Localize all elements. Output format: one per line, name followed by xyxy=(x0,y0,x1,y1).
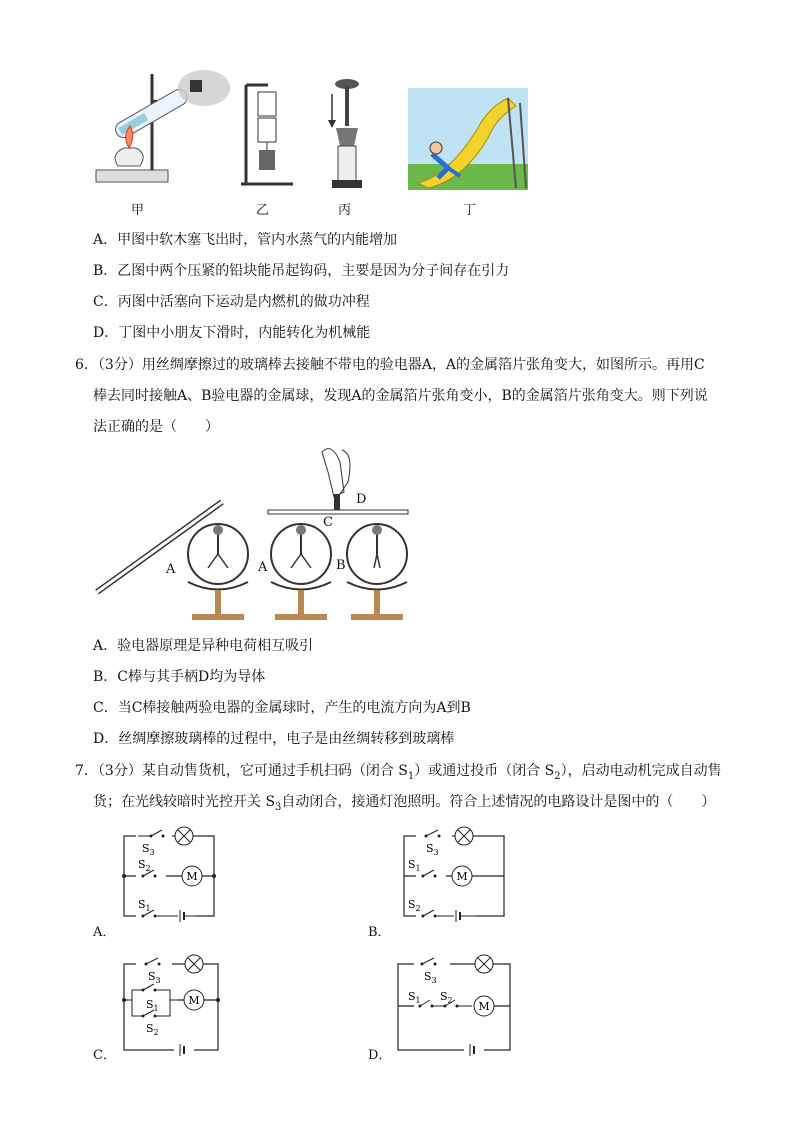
q5-option-c: C．丙图中活塞向下运动是内燃机的做功冲程 xyxy=(93,294,370,310)
switch-label-s2: $S_2$ xyxy=(138,858,151,873)
circuit-label-b: B． xyxy=(368,925,391,940)
circuit-diagram-c xyxy=(118,950,222,1056)
q6-label-a-left: A xyxy=(166,562,176,577)
switch-label-s2: $S_2$ xyxy=(408,898,421,913)
switch-label-s2: $S_2$ xyxy=(440,990,453,1005)
q7-stem-line-1-part-2: ）或通过投币（闭合 S xyxy=(414,763,555,779)
switch-label-s3: $S_3$ xyxy=(142,842,155,857)
q6-label-a-middle: A xyxy=(258,560,268,575)
switch-label-s3: $S_3$ xyxy=(424,970,437,985)
motor-label: M xyxy=(456,870,468,883)
figure-ding-child-on-slide xyxy=(408,88,528,190)
q7-stem-line-2-part-1: 货；在光线较暗时光控开关 S xyxy=(93,794,276,810)
circuit-label-d: D． xyxy=(368,1048,392,1063)
switch-label-s1: $S_1$ xyxy=(146,998,159,1013)
q6-stem-line-3: 法正确的是（ ） xyxy=(93,419,219,435)
q5-option-d: D．丁图中小朋友下滑时，内能转化为机械能 xyxy=(93,325,371,341)
q7-sub-s3: 3 xyxy=(275,801,282,813)
q7-stem-line-1-part-1: 7．（3分）某自动售货机，它可通过手机扫码（闭合 S xyxy=(75,763,408,779)
q6-option-d: D．丝绸摩擦玻璃棒的过程中，电子是由丝绸转移到玻璃棒 xyxy=(93,731,455,747)
switch-label-s1: $S_1$ xyxy=(138,898,151,913)
circuit-diagram-b xyxy=(398,822,508,920)
q6-label-c: C xyxy=(323,515,333,530)
figure-jia-steam-experiment xyxy=(92,66,232,191)
q6-label-b: B xyxy=(336,558,346,573)
motor-label: M xyxy=(186,870,198,883)
figure-caption-jia: 甲 xyxy=(131,203,145,218)
switch-label-s1: $S_1$ xyxy=(408,990,421,1005)
q6-stem-line-2: 棒去同时接触A、B验电器的金属球，发现A的金属箔片张角变小，B的金属箔片张角变大。则下列说 xyxy=(93,388,708,404)
figure-yi-lead-blocks xyxy=(238,80,298,190)
q6-option-a: A．验电器原理是异种电荷相互吸引 xyxy=(93,638,314,654)
electroscope-a-middle xyxy=(271,524,331,620)
q5-option-b: B．乙图中两个压紧的铅块能吊起钩码，主要是因为分子间存在引力 xyxy=(93,263,510,279)
q5-option-a: A．甲图中软木塞飞出时，管内水蒸气的内能增加 xyxy=(93,232,398,248)
switch-label-s3: $S_3$ xyxy=(148,970,161,985)
q6-electroscope-figure xyxy=(92,442,422,627)
electroscope-a-left xyxy=(188,524,248,620)
q7-sub-s2: 2 xyxy=(554,770,561,782)
switch-label-s2: $S_2$ xyxy=(146,1022,159,1037)
q6-option-c: C．当C棒接触两验电器的金属球时，产生的电流方向为A到B xyxy=(93,700,471,716)
circuit-label-a: A． xyxy=(93,925,116,940)
figure-bing-piston-cylinder xyxy=(322,76,372,194)
figure-caption-bing: 丙 xyxy=(338,203,352,218)
circuit-diagram-d xyxy=(392,950,516,1056)
electroscope-b xyxy=(347,524,407,620)
circuit-diagram-a xyxy=(118,822,218,920)
motor-label: M xyxy=(188,994,200,1007)
switch-label-s1: $S_1$ xyxy=(408,858,421,873)
motor-label: M xyxy=(478,1000,490,1013)
circuit-label-c: C． xyxy=(93,1048,116,1063)
q6-label-d: D xyxy=(356,492,367,507)
q7-sub-s1: 1 xyxy=(407,770,415,782)
q7-stem-line-2 xyxy=(93,792,715,818)
figure-caption-ding: 丁 xyxy=(463,203,477,218)
q6-stem-line-1: 6．（3分）用丝绸摩擦过的玻璃棒去接触不带电的验电器A，A的金属箔片张角变大，如图所示。再用C xyxy=(75,357,705,373)
q6-option-b: B．C棒与其手柄D均为导体 xyxy=(93,669,266,685)
switch-label-s3: $S_3$ xyxy=(426,842,439,857)
q7-stem-line-2-part-2: 自动闭合，接通灯泡照明。符合上述情况的电路设计是图中的（ ） xyxy=(281,794,716,810)
q7-stem-line-1 xyxy=(75,761,722,787)
figure-caption-yi: 乙 xyxy=(256,203,270,218)
q7-stem-line-1-part-3: ），启动电动机完成自动售 xyxy=(560,763,722,779)
